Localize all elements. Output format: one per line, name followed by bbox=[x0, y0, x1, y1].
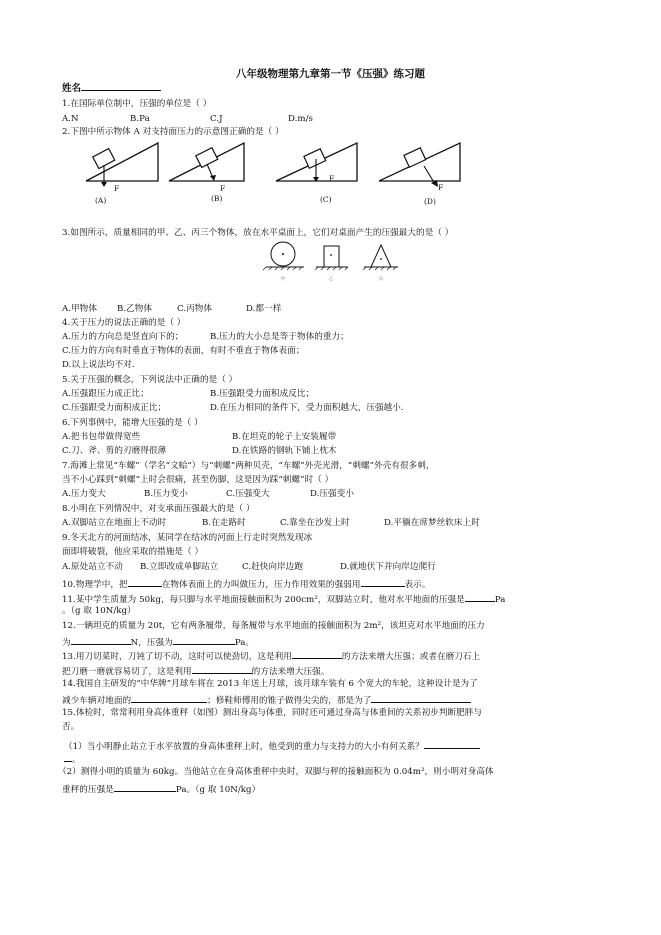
q12-text: N，压强为 bbox=[130, 638, 173, 648]
option: C.靠坐在沙发上时 bbox=[280, 518, 350, 528]
question-15-part-2-line-1: （2）测得小明的质量为 60kg。当他站立在身高体重秤中央时，双脚与秤的接触面积为 0.04m²，则小明对身高体 bbox=[58, 767, 494, 777]
question-2: 2.下图中所示物体 A 对支持面压力的示意图正确的是（ ） bbox=[62, 127, 284, 137]
question-12-line-1: 12.一辆坦克的质量为 20t，它有两条履带，每条履带与水平地面的接触面积为 2m²，该坦克对水平地面的压力 bbox=[62, 621, 485, 631]
question-12-line-2 bbox=[62, 635, 254, 649]
q14-text: 减少车辆对地面的 bbox=[62, 696, 132, 706]
question-9-line-1: 9.冬天北方的河面结冰，某同学在结冰的河面上行走时突然发现冰 bbox=[62, 533, 313, 543]
page-title: 八年级物理第九章第一节《压强》练习题 bbox=[236, 68, 425, 80]
question-5: 5.关于压强的概念，下列说法中正确的是（ ） bbox=[62, 375, 238, 385]
option: B.压力的大小总是等于物体的重力； bbox=[210, 332, 349, 342]
option: C.J bbox=[210, 114, 223, 124]
option: B.Pa bbox=[130, 114, 150, 124]
question-15-part-2-line-2 bbox=[62, 782, 260, 796]
option: D.在铁路的钢轨下铺上枕木 bbox=[232, 446, 337, 456]
name-label: 姓名 bbox=[62, 83, 82, 94]
answer-blank[interactable] bbox=[371, 693, 471, 703]
option: B.乙物体 bbox=[117, 304, 153, 314]
question-15-part-1 bbox=[64, 739, 480, 753]
q3-objects-diagram bbox=[0, 240, 661, 280]
q10-text: 10.物理学中，把 bbox=[62, 580, 128, 590]
q11-text: 11.某中学生质量为 50kg，每只脚与水平地面接触面积为 200cm²，双脚站立时，他对水平地面的压强是 bbox=[62, 595, 465, 605]
question-6: 6.下列事例中，能增大压强的是（ ） bbox=[62, 418, 203, 428]
option: B.立即改成单脚站立 bbox=[140, 562, 219, 572]
q13-text: 把刀磨一磨就容易切了，这是利用 bbox=[62, 667, 192, 677]
option: C.赶快向岸边跑 bbox=[242, 562, 303, 572]
option: C.刀、斧、剪的刃磨得很薄 bbox=[62, 446, 167, 456]
option: D.m/s bbox=[288, 114, 314, 124]
object-label: 丙 bbox=[379, 276, 383, 281]
diagram-c bbox=[276, 143, 357, 182]
option: D.就地伏下并向岸边爬行 bbox=[340, 562, 436, 572]
question-1: 1.在国际单位制中，压强的单位是（ ） bbox=[62, 99, 212, 109]
question-3: 3.如图所示，质量相同的甲、乙、丙三个物体，放在水平桌面上，它们对桌面产生的压强最大的是（ ） bbox=[62, 228, 454, 238]
option: C.压强变大 bbox=[226, 489, 270, 499]
answer-blank[interactable] bbox=[71, 635, 131, 645]
q10-text: 表示。 bbox=[404, 580, 431, 590]
question-11-line-1 bbox=[62, 592, 505, 606]
question-11-line-2: 。（g 取 10N/kg） bbox=[62, 606, 136, 616]
q13-text: 的方法来增大压强；或者在磨刀石上 bbox=[341, 652, 481, 662]
q12-text: 为 bbox=[62, 638, 71, 648]
diagram-caption: (D) bbox=[424, 197, 436, 206]
q11-unit: Pa bbox=[494, 595, 506, 605]
answer-blank[interactable] bbox=[192, 664, 252, 674]
answer-blank[interactable] bbox=[128, 577, 162, 587]
question-8: 8.小明在下列情况中，对支承面压强最大的是（ ） bbox=[62, 504, 255, 514]
object-yi bbox=[315, 246, 348, 270]
option: C.压力的方向有时垂直于物体的表面，有时不垂直于物体表面； bbox=[62, 346, 305, 356]
answer-blank[interactable] bbox=[173, 635, 235, 645]
answer-blank[interactable] bbox=[64, 752, 72, 762]
option: A.原处站立不动 bbox=[62, 562, 123, 572]
q13-text: 13.用刀切菜时，刀钝了切不动，这时可以使劲切，这是利用 bbox=[62, 652, 292, 662]
option: A.把书包带做得宽些 bbox=[62, 432, 141, 442]
option: B.在走路时 bbox=[202, 518, 246, 528]
name-field bbox=[62, 81, 161, 94]
q10-text: 在物体表面上的力叫做压力，压力作用效果的强弱用 bbox=[161, 580, 361, 590]
answer-blank[interactable] bbox=[361, 577, 405, 587]
option: B.压力变小 bbox=[144, 489, 188, 499]
diagram-b bbox=[169, 143, 244, 181]
force-label: F bbox=[438, 183, 444, 192]
question-7-line-2: 当不小心踩到“刺螺”上时会很痛，甚至伤脚，这是因为踩“刺螺”时（ ） bbox=[62, 475, 334, 485]
question-13-line-2 bbox=[62, 664, 329, 678]
option: A.压强跟压力成正比； bbox=[62, 389, 149, 399]
answer-blank[interactable] bbox=[131, 693, 207, 703]
question-10 bbox=[62, 577, 430, 591]
option: A.压力变大 bbox=[62, 489, 106, 499]
q15-text: 重秤的压强是 bbox=[62, 785, 114, 795]
answer-blank[interactable] bbox=[292, 649, 342, 659]
question-9-line-2: 面即将破裂，他应采取的措施是（ ） bbox=[62, 547, 204, 557]
q12-text: Pa。 bbox=[234, 638, 255, 648]
diagram-a bbox=[86, 143, 158, 187]
diagram-caption: (B) bbox=[211, 194, 223, 203]
option: A.双脚站立在地面上不动时 bbox=[62, 518, 167, 528]
answer-blank[interactable] bbox=[114, 782, 176, 792]
option: D.在压力相同的条件下，受力面积越大，压强越小. bbox=[210, 403, 404, 413]
question-14-line-1: 14.我国自主研发的“中华牌”月球车将在 2013 年送上月球，该月球车装有 6 个宽大的车轮，这种设计是为了 bbox=[62, 679, 478, 689]
option: D.压强变小 bbox=[310, 489, 354, 499]
option: D.都一样 bbox=[246, 304, 282, 314]
object-bing bbox=[363, 245, 398, 270]
name-blank[interactable] bbox=[81, 81, 161, 91]
q14-text: ；修鞋师傅用的锥子做得尖尖的，那是为了 bbox=[207, 696, 372, 706]
question-15-line-1: 15.体检时，常常利用身高体重秤（如图）测出身高与体重，同时还可通过身高与体重间的关系初步判断肥胖与 bbox=[62, 708, 483, 718]
q15-text: （1）当小明静止站立于水平放置的身高体重秤上时，他受到的重力与支持力的大小有何关系？ bbox=[64, 742, 424, 752]
question-7-line-1: 7.海滩上常见“车螺”（学名“文蛤”）与“刺螺”两种贝壳，“车螺”外壳光滑，“刺螺”外壳有很多刺， bbox=[62, 461, 435, 471]
option: D.平躺在席梦丝软床上时 bbox=[384, 518, 480, 528]
option: A.N bbox=[62, 114, 79, 124]
diagram-caption: (A) bbox=[95, 196, 107, 205]
object-jia bbox=[263, 242, 304, 270]
diagram-d bbox=[379, 143, 460, 187]
answer-blank[interactable] bbox=[465, 592, 495, 602]
question-14-line-2 bbox=[62, 693, 471, 707]
option: A.压力的方向总是竖直向下的； bbox=[62, 332, 184, 342]
q15-text: Pa。（g 取 10N/kg） bbox=[175, 785, 261, 795]
option: A.甲物体 bbox=[62, 304, 97, 314]
option: C.压强跟受力面积成正比； bbox=[62, 403, 167, 413]
option: B.压强跟受力面积成反比； bbox=[210, 389, 315, 399]
question-13-line-1 bbox=[62, 649, 480, 663]
force-label: F bbox=[114, 184, 120, 193]
question-4: 4.关于压力的说法正确的是（ ） bbox=[62, 318, 186, 328]
object-label: 甲 bbox=[281, 276, 285, 281]
answer-blank[interactable] bbox=[424, 739, 480, 749]
option: C.丙物体 bbox=[177, 304, 213, 314]
question-15-line-2: 否。 bbox=[62, 722, 80, 732]
force-label: F bbox=[220, 184, 226, 193]
object-label: 乙 bbox=[329, 276, 333, 281]
q13-text: 的方法来增大压强。 bbox=[251, 667, 330, 677]
option: D.以上说法均不对. bbox=[62, 360, 135, 370]
question-15-part-1-cont: 。 bbox=[64, 752, 81, 766]
force-label: F bbox=[329, 174, 335, 183]
diagram-caption: (C) bbox=[320, 195, 332, 204]
option: B.在坦克的轮子上安装履带 bbox=[232, 432, 337, 442]
